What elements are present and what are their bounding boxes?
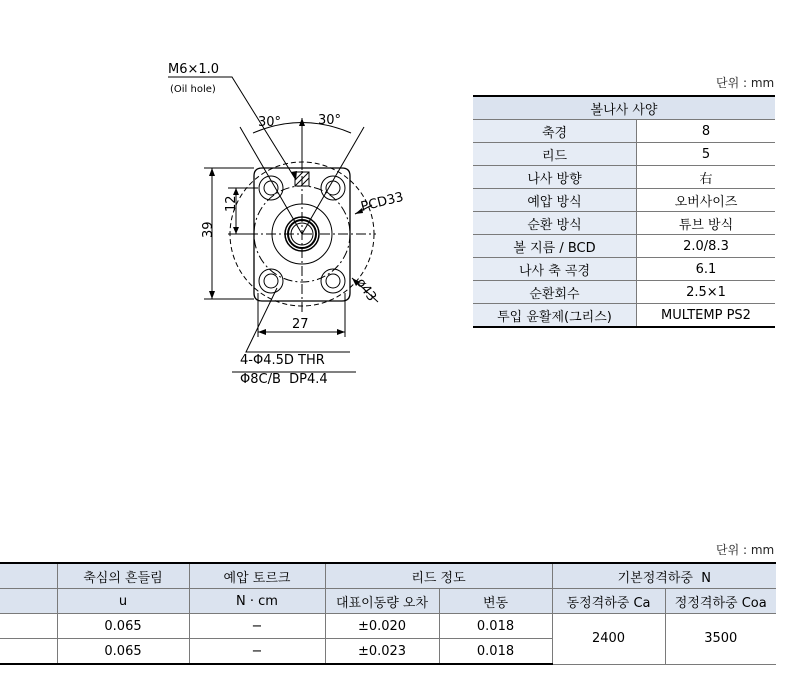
spec-table [473, 95, 775, 328]
subheader-cell: 변동 [439, 589, 552, 614]
row-label-cell [0, 639, 57, 665]
angle-left-label: 30° [258, 115, 282, 130]
table-cell: − [189, 614, 325, 639]
subheader-cell: 동정격하중 Ca [552, 589, 665, 614]
spec-value: 2.5×1 [637, 281, 776, 304]
spec-header: 볼나사 사양 [473, 96, 775, 120]
oil-hole-label: (Oil hole) [170, 84, 216, 95]
thread-label: M6×1.0 [168, 62, 220, 77]
spec-value: 5 [637, 143, 776, 166]
table-cell: 0.065 [57, 639, 189, 665]
ball-nut-drawing [0, 0, 470, 400]
angle-right-label: 30° [318, 113, 342, 128]
blank-header-cell [0, 563, 57, 589]
hole-note-1: 4-Φ4.5D THR [240, 353, 325, 368]
col-header-load-rating: 기본정격하중 N [552, 563, 776, 589]
spec-label: 순환회수 [473, 281, 637, 304]
row-label-cell [0, 614, 57, 639]
spec-value: 튜브 방식 [637, 212, 776, 235]
dynamic-load-cell: 2400 [552, 614, 665, 665]
spec-label: 투입 윤활제(그리스) [473, 304, 637, 328]
spec-label: 예압 방식 [473, 189, 637, 212]
spec-label: 볼 지름 / BCD [473, 235, 637, 258]
subheader-cell: N · cm [189, 589, 325, 614]
static-load-cell: 3500 [665, 614, 776, 665]
blank-header-cell [0, 589, 57, 614]
hole-note-2: Φ8C/B DP4.4 [240, 372, 328, 387]
spec-label: 리드 [473, 143, 637, 166]
spec-value: 8 [637, 120, 776, 143]
unit-label-bottom: 단위 : mm [716, 543, 775, 557]
performance-table [0, 562, 776, 665]
spec-value: 2.0/8.3 [637, 235, 776, 258]
spec-label: 순환 방식 [473, 212, 637, 235]
dim-12-label: 12 [224, 195, 239, 212]
subheader-cell: 대표이동량 오차 [325, 589, 439, 614]
col-header-lead-accuracy: 리드 정도 [325, 563, 552, 589]
table-cell: ±0.023 [325, 639, 439, 665]
table-cell: − [189, 639, 325, 665]
dim-39-label: 39 [201, 221, 216, 238]
dia-43-label: ø43 [352, 275, 380, 305]
dim-27-label: 27 [292, 317, 309, 332]
spec-label: 나사 방향 [473, 166, 637, 189]
subheader-cell: 정정격하중 Coa [665, 589, 776, 614]
spec-value: 오버사이즈 [637, 189, 776, 212]
spec-value: 6.1 [637, 258, 776, 281]
table-cell: 0.018 [439, 639, 552, 665]
table-cell: 0.065 [57, 614, 189, 639]
unit-label-top: 단위 : mm [716, 76, 775, 90]
table-cell: 0.018 [439, 614, 552, 639]
spec-value: 右 [637, 166, 776, 189]
pcd-label: PCD33 [359, 189, 406, 215]
spec-label: 나사 축 곡경 [473, 258, 637, 281]
table-cell: ±0.020 [325, 614, 439, 639]
col-header-runout: 축심의 흔들림 [57, 563, 189, 589]
col-header-preload-torque: 예압 토르크 [189, 563, 325, 589]
subheader-cell: u [57, 589, 189, 614]
spec-label: 축경 [473, 120, 637, 143]
spec-value: MULTEMP PS2 [637, 304, 776, 328]
table-row [0, 614, 776, 639]
